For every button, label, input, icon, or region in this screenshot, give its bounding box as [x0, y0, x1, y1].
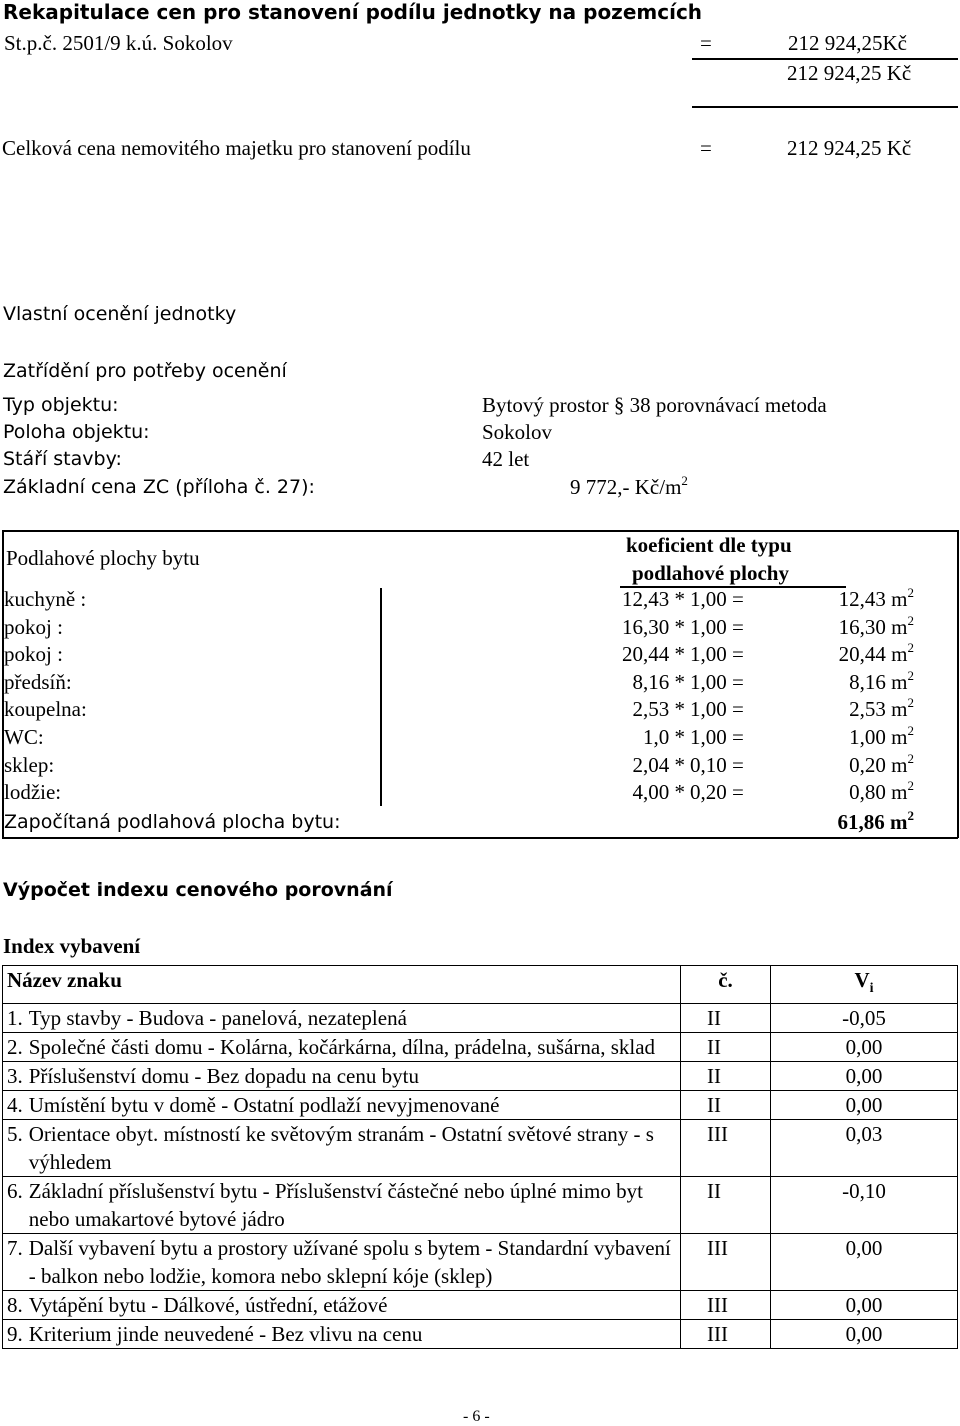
- area-row-coef: 1,00 =: [690, 697, 744, 722]
- area-row-unit-sup: 2: [907, 750, 914, 766]
- area-row-area: 4,00 *: [632, 780, 685, 805]
- area-row-area: 12,43 *: [622, 587, 685, 611]
- index-row-class: III: [681, 1320, 771, 1349]
- equipment-index-heading: Index vybavení: [3, 934, 141, 958]
- index-row-number: 2.: [7, 1035, 23, 1060]
- parcel-underline: [692, 58, 958, 60]
- valuation-heading: Vlastní ocenění jednotky: [3, 303, 237, 325]
- index-row-text: Příslušenství domu - Bez dopadu na cenu bytu: [28, 1064, 419, 1089]
- area-row-result: [849, 780, 914, 805]
- equipment-index-row: [3, 1033, 958, 1062]
- index-row-number: 1.: [7, 1006, 23, 1031]
- area-row-result-value: 2,53: [849, 697, 886, 722]
- index-row-text: Typ stavby - Budova - panelová, nezateplená: [28, 1006, 407, 1031]
- area-row-coef: 1,00 =: [690, 669, 744, 694]
- area-row-name: sklep:: [4, 752, 55, 777]
- area-row-coef: 0,20 =: [690, 780, 744, 805]
- valuation-subheading: Zatřídění pro potřeby ocenění: [3, 360, 287, 382]
- recap-title: Rekapitulace cen pro stanovení podílu jednotky na pozemcích: [3, 0, 703, 24]
- counted-area-label: Započítaná podlahová plocha bytu:: [4, 811, 341, 833]
- index-row-text: Orientace obyt. místností ke světovým stranám - Ostatní světové strany - s výhledem: [28, 1122, 654, 1175]
- area-row-unit-sup: 2: [907, 612, 914, 628]
- area-row-area: 2,04 *: [632, 752, 685, 777]
- area-row-name: WC:: [4, 725, 44, 749]
- index-row-value: 0,00: [771, 1234, 958, 1291]
- area-row-name: lodžie:: [4, 780, 62, 805]
- area-row-coef: 0,10 =: [690, 752, 744, 777]
- area-row-area: 20,44 *: [622, 642, 685, 667]
- index-row-name-cell: [3, 1234, 681, 1291]
- area-row-unit-sup: 2: [907, 778, 914, 794]
- area-row-coef: 1,00 =: [690, 642, 744, 667]
- col-v-header: $V_i$: [771, 966, 958, 1004]
- equipment-index-row: [3, 1291, 958, 1320]
- index-row-name-cell: [3, 1004, 681, 1033]
- area-row-result-value: 20,44: [838, 642, 886, 667]
- index-row-name-cell: [3, 1120, 681, 1177]
- area-row-unit: m: [891, 780, 908, 805]
- index-row-text: Umístění bytu v domě - Ostatní podlaží nevyjmenované: [28, 1093, 500, 1118]
- index-row-number: 4.: [7, 1093, 23, 1118]
- area-row-name: pokoj :: [4, 642, 63, 667]
- index-row-class: III: [681, 1234, 771, 1291]
- index-row-class: II: [681, 1004, 771, 1033]
- area-table-divider: [380, 588, 382, 806]
- index-row-number: 9.: [7, 1322, 23, 1347]
- total-eq: =: [700, 136, 712, 160]
- area-row-area: 2,53 *: [632, 697, 685, 722]
- area-row-unit: m: [891, 725, 908, 749]
- index-row-number: 6.: [7, 1179, 23, 1204]
- area-row-result-value: 0,20: [849, 752, 886, 777]
- index-row-name-cell: [3, 1062, 681, 1091]
- col-name-header: Název znaku: [3, 966, 681, 1004]
- equipment-index-row: [3, 1004, 958, 1033]
- area-row-name: pokoj :: [4, 614, 63, 639]
- area-row-result-value: 0,80: [849, 780, 886, 805]
- index-row-number: 7.: [7, 1236, 23, 1261]
- area-table-bottom-border: [2, 837, 958, 839]
- equipment-index-row: [3, 1062, 958, 1091]
- index-row-value: -0,05: [771, 1004, 958, 1033]
- index-row-value: 0,00: [771, 1320, 958, 1349]
- index-row-value: -0,10: [771, 1177, 958, 1234]
- index-row-text: Kriterium jinde neuvedené - Bez vlivu na cenu: [28, 1322, 423, 1347]
- area-table-right-border: [957, 530, 959, 838]
- area-row-unit-sup: 2: [907, 667, 914, 683]
- total-underline-mid: [628, 837, 786, 839]
- index-row-text: Společné části domu - Kolárna, kočárkárna, dílna, prádelna, sušárna, sklad: [28, 1035, 656, 1060]
- index-row-class: II: [681, 1091, 771, 1120]
- parcel-label: St.p.č. 2501/9 k.ú. Sokolov: [4, 31, 233, 55]
- area-row-area: 8,16 *: [632, 669, 685, 694]
- area-row-name: kuchyně :: [4, 587, 87, 611]
- index-row-value: 0,00: [771, 1091, 958, 1120]
- index-row-name-cell: [3, 1091, 681, 1120]
- area-row-result-value: 1,00: [849, 725, 886, 749]
- index-row-text: Další vybavení bytu a prostory užívané spolu s bytem - Standardní vybavení - balkon nebo lodžie, komora nebo sklepní kóje (sklep): [28, 1236, 671, 1289]
- area-row-unit-sup: 2: [907, 640, 914, 656]
- coef-header-line2: podlahové plochy: [632, 561, 789, 585]
- equipment-index-table: [2, 965, 958, 1349]
- area-row-area: 1,0 *: [643, 725, 685, 749]
- object-location-value: Sokolov: [482, 420, 553, 444]
- col-no-header: č.: [681, 966, 771, 1004]
- parcel-eq: =: [700, 31, 712, 55]
- index-row-text: Vytápění bytu - Dálkové, ústřední, etážové: [28, 1293, 388, 1318]
- base-price-value: 9 772,- $Kč/m^2$: [570, 473, 688, 499]
- index-row-number: 8.: [7, 1293, 23, 1318]
- area-row-result-value: 8,16: [849, 669, 886, 694]
- index-row-text: Základní příslušenství bytu - Příslušenství částečné nebo úplné mimo byt nebo umakartové bytové jádro: [28, 1179, 643, 1232]
- area-row-result: [849, 750, 914, 778]
- total-value: 212 924,25 Kč: [787, 136, 912, 160]
- equipment-index-row: [3, 1120, 958, 1177]
- subtotal-value: 212 924,25 Kč: [787, 61, 912, 85]
- equipment-index-row: [3, 1177, 958, 1234]
- area-row-area: 16,30 *: [622, 614, 685, 639]
- area-row-result-value: 12,43: [838, 587, 886, 611]
- area-row-result-value: 16,30: [838, 614, 886, 639]
- coef-header-line1: koeficient dle typu: [626, 533, 792, 557]
- area-table-top-border: [2, 530, 958, 532]
- building-age-label: Stáří stavby:: [3, 448, 122, 470]
- area-row-result: [849, 725, 914, 750]
- price-index-heading: Výpočet indexu cenového porovnání: [3, 879, 393, 901]
- area-row-result: [839, 642, 914, 667]
- equipment-index-row: [3, 1234, 958, 1291]
- area-row-result: [839, 587, 914, 612]
- index-row-number: 5.: [7, 1122, 23, 1147]
- area-row-unit: m: [891, 642, 908, 667]
- object-type-value: Bytový prostor § 38 porovnávací metoda: [482, 393, 827, 417]
- floor-area-title: Podlahové plochy bytu: [6, 546, 200, 570]
- parcel-value: 212 924,25Kč: [788, 31, 907, 55]
- area-row-unit-sup: 2: [907, 695, 914, 711]
- area-row-result: [849, 667, 914, 695]
- base-price-label: Základní cena ZC (příloha č. 27):: [3, 476, 315, 498]
- index-row-name-cell: [3, 1033, 681, 1062]
- index-row-value: 0,00: [771, 1062, 958, 1091]
- equipment-index-header-row: [3, 966, 958, 1004]
- area-row-coef: 1,00 =: [690, 587, 744, 611]
- area-row-unit: m: [891, 752, 908, 777]
- area-row-unit: m: [891, 587, 908, 611]
- counted-area-value: 61,86 $m^2$: [837, 808, 914, 834]
- index-row-name-cell: [3, 1177, 681, 1234]
- area-row-name: koupelna:: [4, 697, 87, 722]
- index-row-class: II: [681, 1062, 771, 1091]
- area-row-unit: m: [891, 697, 908, 722]
- area-row-coef: 1,00 =: [690, 614, 744, 639]
- area-row-unit: m: [891, 669, 908, 694]
- index-row-class: III: [681, 1291, 771, 1320]
- area-row-result: [838, 612, 914, 640]
- object-location-label: Poloha objektu:: [3, 421, 150, 443]
- area-row-unit-sup: 2: [907, 585, 914, 600]
- area-row-name: předsíň:: [4, 669, 72, 694]
- index-row-name-cell: [3, 1320, 681, 1349]
- index-row-value: 0,03: [771, 1120, 958, 1177]
- building-age-value: 42 let: [482, 447, 530, 471]
- area-row-unit: m: [891, 614, 908, 639]
- total-label: Celková cena nemovitého majetku pro stanovení podílu: [2, 136, 471, 160]
- subtotal-underline: [692, 106, 958, 108]
- equipment-index-row: [3, 1091, 958, 1120]
- area-row-coef: 1,00 =: [690, 725, 744, 749]
- index-row-class: III: [681, 1120, 771, 1177]
- index-row-name-cell: [3, 1291, 681, 1320]
- area-row-unit-sup: 2: [907, 723, 914, 738]
- equipment-index-row: [3, 1320, 958, 1349]
- index-row-class: II: [681, 1033, 771, 1062]
- index-row-class: II: [681, 1177, 771, 1234]
- object-type-label: Typ objektu:: [3, 394, 119, 416]
- area-row-result: [849, 697, 914, 722]
- index-row-number: 3.: [7, 1064, 23, 1089]
- page-number: - 6 -: [463, 1408, 490, 1425]
- index-row-value: 0,00: [771, 1291, 958, 1320]
- index-row-value: 0,00: [771, 1033, 958, 1062]
